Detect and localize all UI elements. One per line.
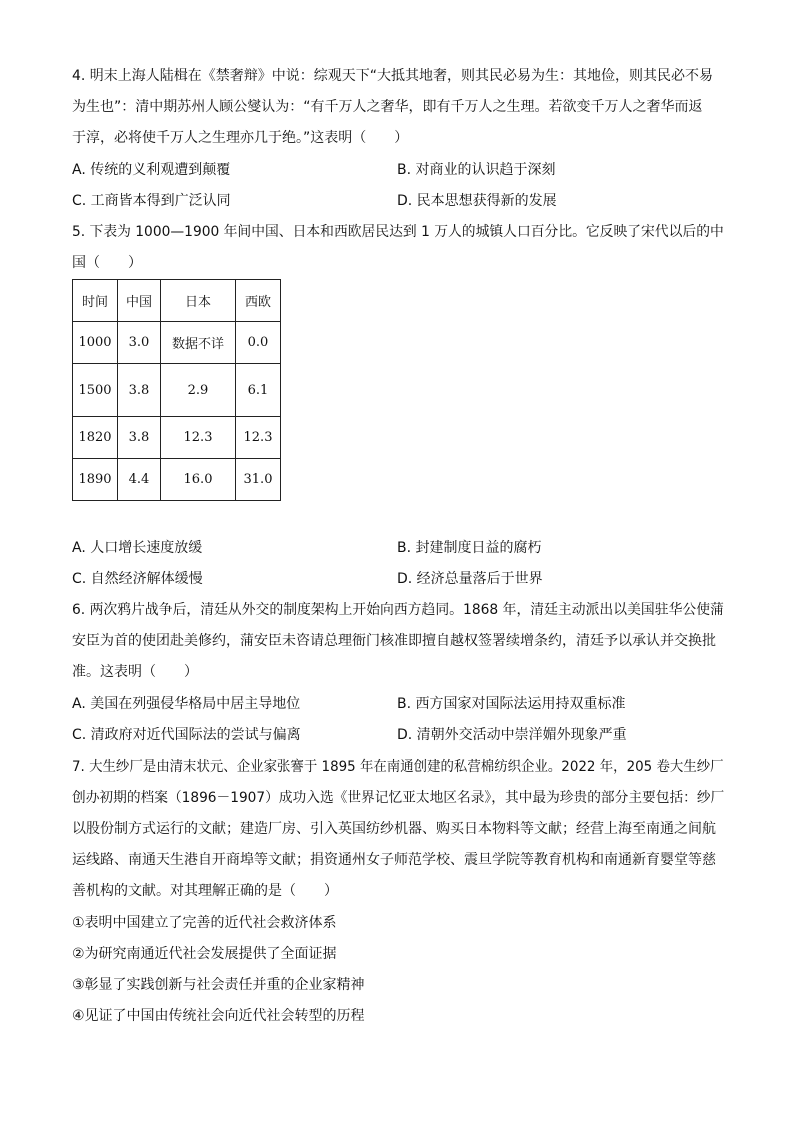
q7-stem-line-4: 运线路、南通天生港自开商埠等文献；捐资通州女子师范学校、震旦学院等教育机构和南通新育婴堂等慈 xyxy=(72,852,716,868)
q7-stem-line-2: 创办初期的档案（1896－1907）成功入选《世界记忆亚太地区名录》，其中最为珍贵的部分主要包括：纱厂 xyxy=(72,790,725,806)
table-cell: 数据不详 xyxy=(161,322,236,364)
q5-option-a: A. 人口增长速度放缓 xyxy=(72,540,203,556)
table-header-cell: 时间 xyxy=(73,280,118,322)
table-row xyxy=(73,459,281,501)
q7-statement-3: ③彰显了实践创新与社会责任并重的企业家精神 xyxy=(72,977,365,993)
q4-option-c: C. 工商皆本得到广泛认同 xyxy=(72,193,231,209)
q5-stem-line-1: 5. 下表为 1000—1900 年间中国、日本和西欧居民达到 1 万人的城镇人口百分比。它反映了宋代以后的中 xyxy=(72,224,724,240)
table-header-row xyxy=(73,280,281,322)
q7-statement-2: ②为研究南通近代社会发展提供了全面证据 xyxy=(72,946,337,962)
q4-option-d: D. 民本思想获得新的发展 xyxy=(397,193,557,209)
q4-stem-line-1: 4. 明末上海人陆楫在《禁奢辩》中说：综观天下“大抵其地奢，则其民必易为生：其地俭，则其民必不易 xyxy=(72,68,714,84)
table-cell: 0.0 xyxy=(236,322,281,364)
table-cell: 2.9 xyxy=(161,364,236,417)
table-cell: 1000 xyxy=(73,322,118,364)
table-cell: 6.1 xyxy=(236,364,281,417)
q4-stem-line-3: 于淳，必将使千万人之生理亦几于绝。”这表明（ ） xyxy=(72,130,409,146)
table-cell: 1890 xyxy=(73,459,118,501)
table-cell: 4.4 xyxy=(118,459,161,501)
q7-statement-1: ①表明中国建立了完善的近代社会救济体系 xyxy=(72,915,337,931)
q5-stem-line-2: 国（ ） xyxy=(72,255,142,271)
table-header-cell: 中国 xyxy=(118,280,161,322)
table-cell: 31.0 xyxy=(236,459,281,501)
table-header-cell: 西欧 xyxy=(236,280,281,322)
table-cell: 3.0 xyxy=(118,322,161,364)
table-row xyxy=(73,322,281,364)
q6-stem-line-2: 安臣为首的使团赴美修约，蒲安臣未咨请总理衙门核准即擅自越权签署续增条约，清廷予以承认并交换批 xyxy=(72,633,716,649)
q6-stem-line-3: 准。这表明（ ） xyxy=(72,664,198,680)
table-header-cell: 日本 xyxy=(161,280,236,322)
q5-option-d: D. 经济总量落后于世界 xyxy=(397,571,543,587)
table-cell: 3.8 xyxy=(118,364,161,417)
table-cell: 1500 xyxy=(73,364,118,417)
table-cell: 12.3 xyxy=(236,417,281,459)
q7-stem-line-3: 以股份制方式运行的文献；建造厂房、引入英国纺纱机器、购买日本物料等文献；经营上海至南通之间航 xyxy=(72,821,716,837)
urban-population-table xyxy=(72,279,281,501)
table-cell: 16.0 xyxy=(161,459,236,501)
q6-option-c: C. 清政府对近代国际法的尝试与偏离 xyxy=(72,727,301,743)
table-row xyxy=(73,364,281,417)
q4-option-a: A. 传统的义利观遭到颠覆 xyxy=(72,162,231,178)
q5-option-c: C. 自然经济解体缓慢 xyxy=(72,571,203,587)
q6-option-d: D. 清朝外交活动中崇洋媚外现象严重 xyxy=(397,727,627,743)
table-row xyxy=(73,417,281,459)
q4-option-b: B. 对商业的认识趋于深刻 xyxy=(397,162,556,178)
table-cell: 1820 xyxy=(73,417,118,459)
q4-stem-line-2: 为生也”：清中期苏州人顾公燮认为：“有千万人之奢华，即有千万人之生理。若欲变千万人之奢华而返 xyxy=(72,99,703,115)
table-cell: 12.3 xyxy=(161,417,236,459)
q6-option-b: B. 西方国家对国际法运用持双重标准 xyxy=(397,696,626,712)
q6-option-a: A. 美国在列强侵华格局中居主导地位 xyxy=(72,696,301,712)
q7-statement-4: ④见证了中国由传统社会向近代社会转型的历程 xyxy=(72,1008,365,1024)
q7-stem-line-5: 善机构的文献。对其理解正确的是（ ） xyxy=(72,883,338,899)
q5-option-b: B. 封建制度日益的腐朽 xyxy=(397,540,542,556)
table-cell: 3.8 xyxy=(118,417,161,459)
q6-stem-line-1: 6. 两次鸦片战争后，清廷从外交的制度架构上开始向西方趋同。1868 年，清廷主动派出以美国驻华公使蒲 xyxy=(72,602,724,618)
q7-stem-line-1: 7. 大生纱厂是由清末状元、企业家张謇于 1895 年在南通创建的私营棉纺织企业。2022 年，205 卷大生纱厂 xyxy=(72,759,724,775)
